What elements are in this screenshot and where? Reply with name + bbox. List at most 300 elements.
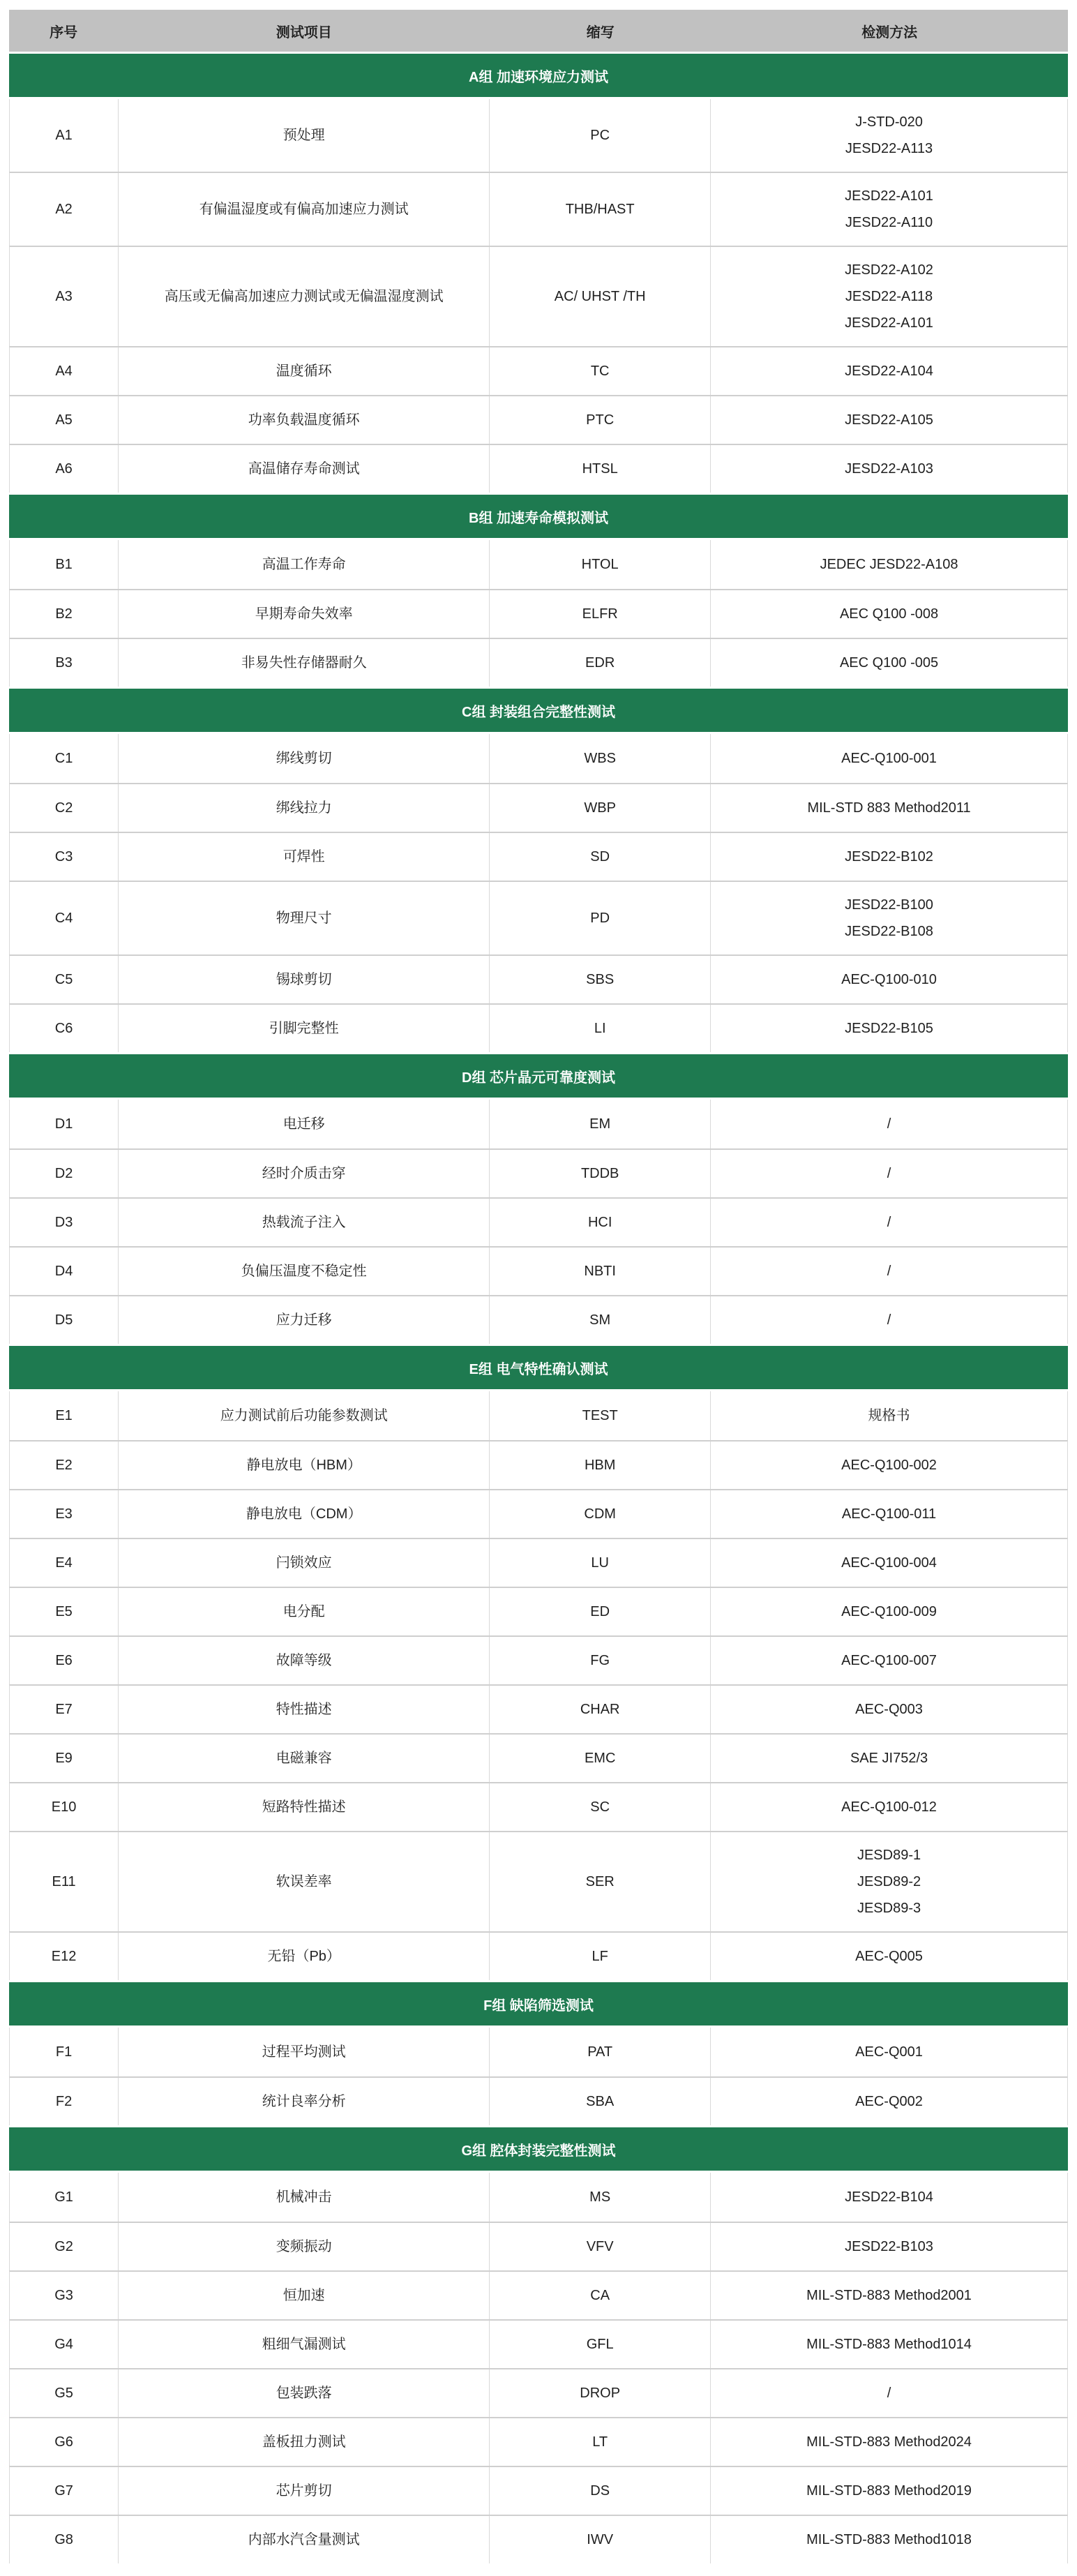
cell-item	[119, 2467, 490, 2515]
cell-item	[119, 784, 490, 832]
cell-method	[711, 2272, 1067, 2319]
cell-method	[711, 734, 1067, 783]
abbreviation: ELFR	[582, 606, 618, 622]
table-row	[9, 1538, 1068, 1587]
test-item-name: 闩锁效应	[276, 1555, 332, 1571]
cell-abbr	[490, 956, 711, 1003]
cell-no	[10, 2028, 119, 2076]
test-item-name: 过程平均测试	[262, 2044, 346, 2060]
table-row	[9, 444, 1068, 493]
cell-item	[119, 2418, 490, 2466]
method-standard: JESD22-B105	[845, 1021, 933, 1036]
table-row	[9, 1440, 1068, 1489]
row-number: C2	[54, 800, 73, 816]
table-row	[9, 246, 1068, 346]
cell-method	[711, 956, 1067, 1003]
test-item-name: 经时介质击穿	[262, 1166, 346, 1181]
method-standard: AEC-Q001	[855, 2044, 923, 2060]
cell-abbr	[490, 784, 711, 832]
cell-no	[10, 784, 119, 832]
abbreviation: WBS	[584, 751, 616, 766]
cell-item	[119, 639, 490, 687]
cell-abbr	[490, 2028, 711, 2076]
row-number: C5	[54, 972, 73, 987]
cell-no	[10, 1100, 119, 1148]
table-row	[9, 1197, 1068, 1246]
test-item-name: 负偏压温度不稳定性	[241, 1264, 367, 1279]
cell-no	[10, 956, 119, 1003]
row-number: F2	[55, 2094, 73, 2109]
cell-abbr	[490, 2223, 711, 2270]
cell-no	[10, 1539, 119, 1587]
test-item-name: 芯片剪切	[276, 2483, 332, 2499]
cell-abbr	[490, 396, 711, 444]
cell-method	[711, 1832, 1067, 1931]
test-item-name: 变频振动	[276, 2239, 332, 2254]
group-header-label: G组 腔体封装完整性测试	[461, 2143, 616, 2159]
test-item-name: 短路特性描述	[262, 1799, 346, 1815]
cell-no	[10, 882, 119, 954]
cell-no	[10, 833, 119, 881]
table-body	[9, 54, 1068, 2563]
cell-abbr	[490, 1005, 711, 1052]
cell-abbr	[490, 247, 711, 346]
cell-item	[119, 99, 490, 172]
cell-method	[711, 173, 1067, 246]
cell-no	[10, 639, 119, 687]
cell-item	[119, 734, 490, 783]
cell-no	[10, 1637, 119, 1684]
abbreviation: HCI	[587, 1215, 612, 1230]
abbreviation: TC	[590, 364, 610, 379]
abbreviation: DROP	[580, 2386, 621, 2401]
row-number: A2	[55, 202, 73, 217]
header-cell-method: 检测方法	[861, 24, 918, 40]
cell-item	[119, 247, 490, 346]
cell-method	[711, 2467, 1067, 2515]
row-number: E3	[55, 1506, 73, 1522]
cell-no	[10, 2467, 119, 2515]
header-cell-item: 测试项目	[276, 24, 332, 40]
test-item-name: 温度循环	[276, 364, 332, 379]
method-standard: MIL-STD-883 Method2024	[806, 2434, 972, 2450]
cell-method	[711, 247, 1067, 346]
test-item-name: 高压或无偏高加速应力测试或无偏温湿度测试	[164, 289, 444, 304]
test-item-name: 引脚完整性	[269, 1021, 339, 1036]
cell-item	[119, 2173, 490, 2222]
method-standard: JESD22-A101	[845, 315, 933, 331]
test-item-name: 应力迁移	[276, 1312, 332, 1328]
group-header-label: A组 加速环境应力测试	[469, 69, 608, 85]
cell-item	[119, 1832, 490, 1931]
cell-no	[10, 1150, 119, 1197]
test-item-name: 特性描述	[276, 1702, 332, 1717]
abbreviation: SM	[589, 1312, 611, 1328]
abbreviation: EDR	[585, 655, 615, 671]
abbreviation: LF	[592, 1949, 608, 1964]
abbreviation: PAT	[587, 2044, 613, 2060]
cell-no	[10, 247, 119, 346]
table-row	[9, 954, 1068, 1003]
cell-item	[119, 1637, 490, 1684]
row-number: D5	[54, 1312, 73, 1328]
row-number: E9	[55, 1751, 73, 1766]
table-row	[9, 1148, 1068, 1197]
cell-method	[711, 2321, 1067, 2368]
abbreviation: GFL	[586, 2337, 614, 2352]
cell-no	[10, 1391, 119, 1440]
cell-no	[10, 173, 119, 246]
cell-abbr	[490, 2321, 711, 2368]
abbreviation: LI	[594, 1021, 606, 1036]
test-item-name: 软误差率	[276, 1874, 332, 1889]
cell-item	[119, 2028, 490, 2076]
method-standard: JESD22-A101	[845, 188, 933, 204]
cell-no	[10, 347, 119, 395]
test-item-name: 电磁兼容	[276, 1751, 332, 1766]
cell-method	[711, 1783, 1067, 1831]
cell-method	[711, 1735, 1067, 1782]
cell-method	[711, 1296, 1067, 1344]
cell-item	[119, 2223, 490, 2270]
row-number: A1	[55, 128, 73, 143]
row-number: C6	[54, 1021, 73, 1036]
row-number: E2	[55, 1458, 73, 1473]
cell-no	[10, 1005, 119, 1052]
cell-abbr	[490, 1832, 711, 1931]
abbreviation: CDM	[584, 1506, 616, 1522]
method-standard: 规格书	[868, 1408, 910, 1423]
cell-item	[119, 1441, 490, 1489]
method-standard: AEC-Q005	[855, 1949, 923, 1964]
test-item-name: 静电放电（HBM）	[246, 1458, 361, 1473]
row-number: C3	[54, 849, 73, 864]
cell-abbr	[490, 1199, 711, 1246]
row-number: G4	[54, 2337, 73, 2352]
abbreviation: PTC	[586, 412, 615, 428]
table-row	[9, 1587, 1068, 1635]
method-standard: JESD22-A104	[845, 364, 933, 379]
method-standard: /	[887, 1264, 891, 1279]
abbreviation: SD	[590, 849, 610, 864]
abbreviation: CA	[590, 2288, 610, 2303]
cell-method	[711, 2173, 1067, 2222]
group-header-row	[9, 689, 1068, 732]
test-item-name: 统计良率分析	[262, 2094, 346, 2109]
cell-no	[10, 2272, 119, 2319]
method-standard: JESD89-1	[857, 1848, 921, 1863]
method-standard: MIL-STD-883 Method2019	[806, 2483, 972, 2499]
test-item-name: 物理尺寸	[276, 911, 332, 926]
method-standard: JESD22-B103	[845, 2239, 933, 2254]
cell-abbr	[490, 1248, 711, 1295]
cell-abbr	[490, 445, 711, 493]
row-number: F1	[55, 2044, 73, 2060]
abbreviation: HTOL	[581, 557, 619, 572]
cell-abbr	[490, 173, 711, 246]
group-header-row	[9, 2127, 1068, 2171]
cell-abbr	[490, 1100, 711, 1148]
test-item-name: 故障等级	[276, 1653, 332, 1668]
row-number: E12	[51, 1949, 77, 1964]
cell-abbr	[490, 2272, 711, 2319]
row-number: G2	[54, 2239, 73, 2254]
abbreviation: SBA	[586, 2094, 615, 2109]
row-number: A4	[55, 364, 73, 379]
table-row	[9, 540, 1068, 589]
group-header-label: D组 芯片晶元可靠度测试	[462, 1070, 615, 1086]
cell-method	[711, 2223, 1067, 2270]
group-header-label: B组 加速寿命模拟测试	[469, 510, 608, 526]
abbreviation: SC	[590, 1799, 610, 1815]
method-standard: JESD22-B108	[845, 924, 933, 939]
cell-abbr	[490, 2173, 711, 2222]
table-row	[9, 99, 1068, 172]
abbreviation: DS	[590, 2483, 610, 2499]
test-item-name: 可焊性	[283, 849, 325, 864]
cell-method	[711, 1150, 1067, 1197]
method-standard: MIL-STD-883 Method1018	[806, 2532, 972, 2547]
row-number: D4	[54, 1264, 73, 1279]
cell-item	[119, 1735, 490, 1782]
cell-abbr	[490, 1539, 711, 1587]
test-item-name: 静电放电（CDM）	[246, 1506, 362, 1522]
cell-item	[119, 2516, 490, 2563]
test-item-name: 内部水汽含量测试	[248, 2532, 360, 2547]
method-standard: JESD22-A103	[845, 461, 933, 477]
cell-abbr	[490, 2418, 711, 2466]
group-header-row	[9, 54, 1068, 97]
header-cell-no: 序号	[50, 24, 78, 40]
row-number: E10	[51, 1799, 77, 1815]
row-number: D2	[54, 1166, 73, 1181]
cell-item	[119, 1100, 490, 1148]
row-number: G6	[54, 2434, 73, 2450]
cell-no	[10, 2418, 119, 2466]
test-item-name: 绑线拉力	[276, 800, 332, 816]
row-number: A6	[55, 461, 73, 477]
test-item-name: 高温储存寿命测试	[248, 461, 360, 477]
abbreviation: TDDB	[580, 1166, 619, 1181]
method-standard: JESD22-A118	[845, 289, 933, 304]
method-standard: MIL-STD 883 Method2011	[807, 800, 971, 816]
cell-item	[119, 445, 490, 493]
cell-no	[10, 1686, 119, 1733]
group-header-label: E组 电气特性确认测试	[469, 1361, 608, 1377]
cell-item	[119, 1005, 490, 1052]
table-row	[9, 346, 1068, 395]
method-standard: AEC-Q100-009	[841, 1604, 937, 1619]
row-number: G3	[54, 2288, 73, 2303]
method-standard: AEC Q100 -008	[839, 606, 939, 622]
abbreviation: EMC	[584, 1751, 616, 1766]
cell-method	[711, 1539, 1067, 1587]
row-number: B1	[55, 557, 73, 572]
abbreviation: SER	[585, 1874, 615, 1889]
row-number: E6	[55, 1653, 73, 1668]
cell-abbr	[490, 639, 711, 687]
abbreviation: THB/HAST	[565, 202, 635, 217]
row-number: C1	[54, 751, 73, 766]
table-row	[9, 1100, 1068, 1148]
group-header-row	[9, 1054, 1068, 1098]
cell-method	[711, 540, 1067, 589]
method-standard: /	[887, 1215, 891, 1230]
test-item-name: 锡球剪切	[276, 972, 332, 987]
cell-item	[119, 882, 490, 954]
cell-item	[119, 1248, 490, 1295]
abbreviation: WBP	[584, 800, 616, 816]
cell-item	[119, 590, 490, 638]
cell-method	[711, 1100, 1067, 1148]
cell-item	[119, 396, 490, 444]
abbreviation: AC/ UHST /TH	[554, 289, 646, 304]
cell-abbr	[490, 347, 711, 395]
test-item-name: 预处理	[283, 128, 325, 143]
cell-no	[10, 1199, 119, 1246]
cell-no	[10, 1783, 119, 1831]
test-item-name: 非易失性存储器耐久	[241, 655, 367, 671]
method-standard: JESD22-A110	[845, 215, 933, 230]
table-row	[9, 1295, 1068, 1344]
cell-no	[10, 445, 119, 493]
cell-no	[10, 590, 119, 638]
table-header-row	[9, 10, 1068, 52]
table-row	[9, 2368, 1068, 2417]
table-row	[9, 1489, 1068, 1538]
method-standard: JESD89-3	[857, 1901, 921, 1916]
cell-abbr	[490, 1441, 711, 1489]
method-standard: MIL-STD-883 Method2001	[806, 2288, 972, 2303]
test-item-name: 有偏温湿度或有偏高加速应力测试	[199, 202, 409, 217]
test-item-name: 功率负载温度循环	[248, 412, 360, 428]
cell-abbr	[490, 1296, 711, 1344]
cell-abbr	[490, 2516, 711, 2563]
group-header-row	[9, 1982, 1068, 2025]
method-standard: JESD22-A102	[845, 262, 933, 278]
table-row	[9, 1003, 1068, 1052]
cell-no	[10, 1832, 119, 1931]
header-cell-abbr: 缩写	[586, 24, 615, 40]
cell-item	[119, 1933, 490, 1980]
cell-method	[711, 99, 1067, 172]
row-number: G1	[54, 2189, 73, 2205]
test-item-name: 无铅（Pb）	[267, 1949, 340, 1964]
table-row	[9, 1246, 1068, 1295]
cell-abbr	[490, 1150, 711, 1197]
table-row	[9, 2222, 1068, 2270]
cell-item	[119, 2078, 490, 2125]
method-standard: JESD22-B102	[845, 849, 933, 864]
cell-item	[119, 956, 490, 1003]
cell-item	[119, 1686, 490, 1733]
cell-method	[711, 1490, 1067, 1538]
cell-item	[119, 1150, 490, 1197]
method-standard: AEC-Q100-011	[841, 1506, 937, 1522]
test-item-name: 高温工作寿命	[262, 557, 346, 572]
method-standard: AEC-Q100-004	[841, 1555, 937, 1571]
method-standard: J-STD-020	[855, 114, 923, 130]
table-row	[9, 2515, 1068, 2563]
test-item-name: 恒加速	[283, 2288, 325, 2303]
group-header-row	[9, 1346, 1068, 1389]
cell-abbr	[490, 1735, 711, 1782]
cell-no	[10, 1735, 119, 1782]
cell-abbr	[490, 734, 711, 783]
method-standard: MIL-STD-883 Method1014	[806, 2337, 972, 2352]
method-standard: SAE JI752/3	[850, 1751, 928, 1766]
test-item-name: 绑线剪切	[276, 751, 332, 766]
group-header-label: F组 缺陷筛选测试	[483, 1998, 594, 2014]
table-row	[9, 2076, 1068, 2125]
method-standard: /	[887, 1166, 891, 1181]
group-header-row	[9, 495, 1068, 538]
cell-method	[711, 2369, 1067, 2417]
abbreviation: VFV	[586, 2239, 614, 2254]
cell-method	[711, 2418, 1067, 2466]
row-number: D3	[54, 1215, 73, 1230]
cell-no	[10, 734, 119, 783]
test-item-name: 电迁移	[283, 1116, 325, 1132]
cell-method	[711, 639, 1067, 687]
table-row	[9, 1733, 1068, 1782]
cell-abbr	[490, 1588, 711, 1635]
method-standard: JESD22-A113	[845, 141, 933, 156]
group-header-label: C组 封装组合完整性测试	[462, 704, 615, 720]
method-standard: /	[887, 1312, 891, 1328]
test-item-name: 机械冲击	[276, 2189, 332, 2205]
cell-item	[119, 173, 490, 246]
abbreviation: PD	[590, 911, 610, 926]
test-item-name: 电分配	[283, 1604, 325, 1619]
row-number: C4	[54, 911, 73, 926]
row-number: E7	[55, 1702, 73, 1717]
cell-item	[119, 1783, 490, 1831]
cell-method	[711, 2028, 1067, 2076]
cell-abbr	[490, 1686, 711, 1733]
table-row	[9, 172, 1068, 246]
abbreviation: PC	[590, 128, 610, 143]
cell-no	[10, 2369, 119, 2417]
cell-method	[711, 1588, 1067, 1635]
row-number: E5	[55, 1604, 73, 1619]
abbreviation: IWV	[587, 2532, 614, 2547]
table-row	[9, 2466, 1068, 2515]
cell-method	[711, 1637, 1067, 1684]
abbreviation: LT	[592, 2434, 608, 2450]
cell-item	[119, 2369, 490, 2417]
abbreviation: ED	[590, 1604, 610, 1619]
cell-method	[711, 2516, 1067, 2563]
test-item-name: 应力测试前后功能参数测试	[220, 1408, 388, 1423]
cell-method	[711, 1441, 1067, 1489]
cell-no	[10, 2321, 119, 2368]
table-row	[9, 1782, 1068, 1831]
cell-item	[119, 347, 490, 395]
cell-abbr	[490, 1490, 711, 1538]
cell-method	[711, 590, 1067, 638]
cell-item	[119, 2321, 490, 2368]
cell-no	[10, 540, 119, 589]
test-item-name: 热载流子注入	[262, 1215, 346, 1230]
row-number: D1	[54, 1116, 73, 1132]
method-standard: JEDEC JESD22-A108	[820, 557, 958, 572]
cell-item	[119, 1391, 490, 1440]
cell-method	[711, 882, 1067, 954]
row-number: B2	[55, 606, 73, 622]
cell-item	[119, 1588, 490, 1635]
table-row	[9, 1831, 1068, 1931]
